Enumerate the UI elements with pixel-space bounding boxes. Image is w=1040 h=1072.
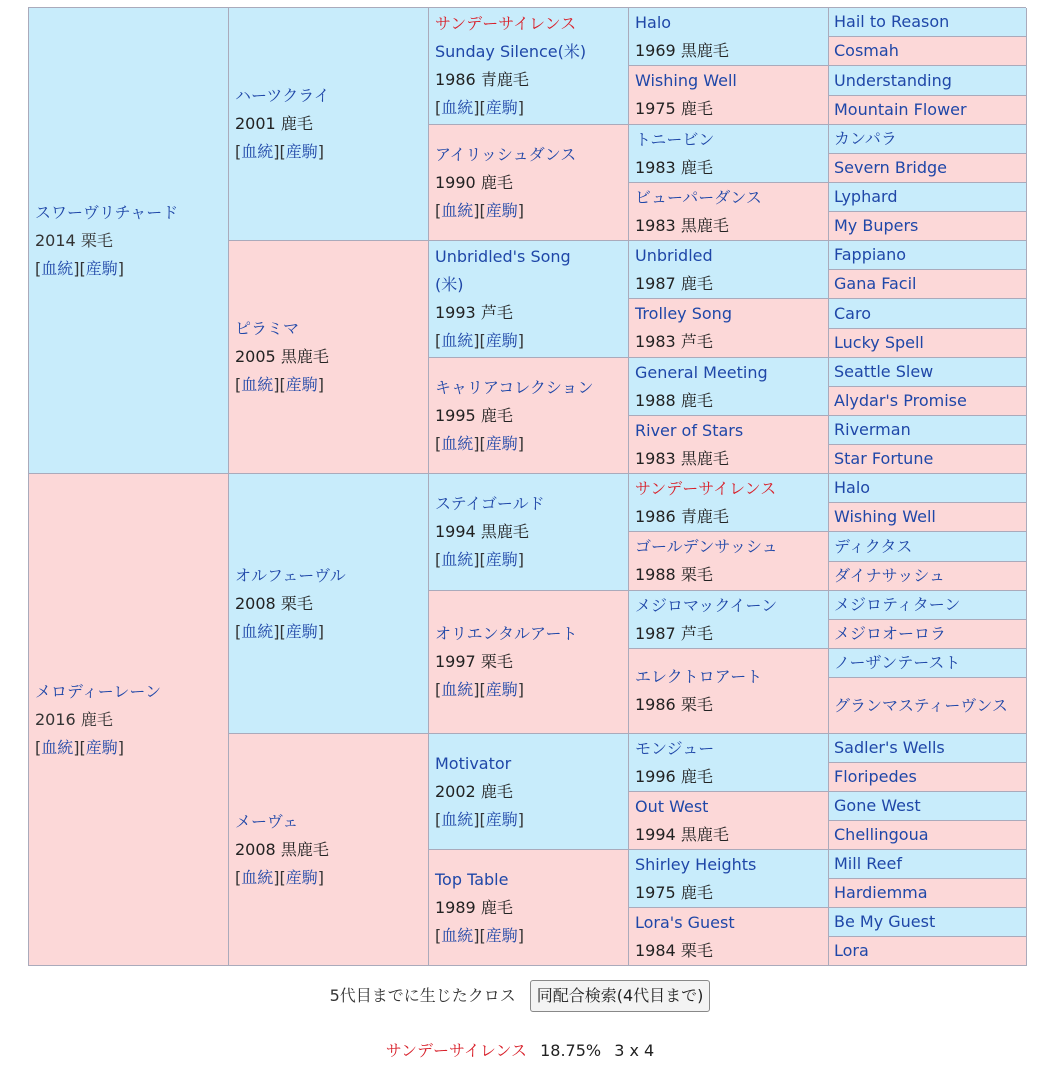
- g5-cell: [829, 879, 1027, 908]
- blood-link[interactable]: 血統: [241, 375, 274, 394]
- g4-cell: エレクトロアート 1986 栗毛: [629, 649, 829, 734]
- progeny-link[interactable]: 産駒: [285, 375, 318, 394]
- g5-cell: [829, 678, 1027, 734]
- g4-cell: Trolley Song 1983 芦毛: [629, 299, 829, 358]
- progeny-link[interactable]: 産駒: [485, 433, 518, 453]
- horse-name-link[interactable]: ステイゴールド: [435, 494, 545, 513]
- horse-name-link[interactable]: Hail to Reason: [834, 12, 950, 31]
- g5-cell: [829, 850, 1027, 879]
- horse-name-link[interactable]: Lora's Guest: [635, 912, 735, 932]
- g2-cell: ピラミマ 2005 黒鹿毛 [血統][産駒]: [229, 241, 429, 474]
- g4-cell: サンデーサイレンス 1986 青鹿毛: [629, 474, 829, 532]
- horse-name-link[interactable]: スワーヴリチャード: [35, 202, 179, 222]
- horse-name-link[interactable]: オルフェーヴル: [235, 565, 346, 585]
- horse-name-link[interactable]: Halo: [635, 12, 672, 32]
- g5-cell: [829, 474, 1027, 503]
- g3-cell: キャリアコレクション 1995 鹿毛 [血統][産駒]: [429, 358, 629, 474]
- horse-name-link[interactable]: Riverman: [834, 420, 911, 439]
- progeny-link[interactable]: 産駒: [285, 867, 318, 887]
- blood-link[interactable]: 血統: [241, 142, 274, 161]
- blood-link[interactable]: 血統: [441, 200, 474, 220]
- g5-cell: [829, 387, 1027, 416]
- horse-name-link[interactable]: キャリアコレクション: [435, 377, 594, 397]
- horse-name-link[interactable]: Chellingoua: [834, 825, 929, 844]
- g5-cell: [829, 503, 1027, 532]
- horse-name-link[interactable]: メジロティターン: [834, 595, 961, 614]
- g5-cell: [829, 329, 1027, 358]
- horse-name-link[interactable]: ハーツクライ: [235, 86, 330, 105]
- blood-link[interactable]: 血統: [441, 680, 474, 699]
- progeny-link[interactable]: 産駒: [285, 142, 318, 161]
- horse-name-link[interactable]: Shirley Heights: [635, 854, 757, 874]
- g5-cell: [829, 734, 1027, 763]
- horse-name-link[interactable]: Halo: [834, 478, 871, 497]
- g4-cell: Unbridled 1987 鹿毛: [629, 241, 829, 299]
- g5-cell: [829, 299, 1027, 329]
- horse-name-link[interactable]: トニービン: [635, 129, 715, 149]
- g5-cell: [829, 821, 1027, 850]
- blood-link[interactable]: 血統: [241, 867, 274, 887]
- g4-cell: General Meeting 1988 鹿毛: [629, 358, 829, 416]
- horse-name-link[interactable]: Cosmah: [834, 41, 899, 60]
- g3-cell: サンデーサイレンス Sunday Silence(米) 1986 青鹿毛 [血統][産駒]: [429, 8, 629, 125]
- pedigree-table: [28, 7, 1026, 966]
- g5-cell: [829, 37, 1027, 66]
- horse-name-link[interactable]: メーヴェ: [235, 811, 299, 831]
- progeny-link[interactable]: 産駒: [85, 258, 118, 278]
- horse-name-link[interactable]: Wishing Well: [635, 71, 737, 90]
- g3-cell: ステイゴールド 1994 黒鹿毛 [血統][産駒]: [429, 474, 629, 591]
- same-pairing-search-button[interactable]: 同配合検索(4代目まで): [530, 980, 711, 1012]
- horse-name-link[interactable]: ディクタス: [834, 536, 913, 556]
- horse-name-link[interactable]: Gone West: [834, 796, 921, 815]
- horse-name-link[interactable]: Mountain Flower: [834, 100, 967, 119]
- horse-name-link[interactable]: Trolley Song: [635, 304, 732, 323]
- g4-cell: Shirley Heights 1975 鹿毛: [629, 850, 829, 908]
- g4-cell: ゴールデンサッシュ 1988 栗毛: [629, 532, 829, 591]
- g5-cell: [829, 416, 1027, 445]
- blood-link[interactable]: 血統: [441, 925, 474, 945]
- blood-link[interactable]: 血統: [441, 433, 474, 453]
- g5-cell: [829, 66, 1027, 96]
- g4-cell: トニービン 1983 鹿毛: [629, 125, 829, 183]
- g5-cell: [829, 532, 1027, 562]
- g5-cell: [829, 183, 1027, 212]
- cross-percentage: 18.75%: [540, 1041, 602, 1060]
- horse-name-link[interactable]: Caro: [834, 303, 871, 323]
- g4-cell: Wishing Well 1975 鹿毛: [629, 66, 829, 125]
- g2-cell: オルフェーヴル 2008 栗毛 [血統][産駒]: [229, 474, 429, 734]
- g5-cell: [829, 212, 1027, 241]
- cross-row: [0, 980, 1040, 1012]
- horse-name-link[interactable]: Unbridled: [635, 245, 713, 265]
- horse-name-link[interactable]: エレクトロアート: [635, 667, 763, 686]
- blood-link[interactable]: 血統: [441, 550, 474, 569]
- g5-cell: [829, 445, 1027, 474]
- horse-name-link[interactable]: Wishing Well: [834, 507, 936, 526]
- blood-link[interactable]: 血統: [441, 809, 474, 829]
- cross-horse-link[interactable]: サンデーサイレンス: [385, 1041, 527, 1060]
- horse-name-link[interactable]: カンパラ: [834, 129, 897, 148]
- g4-cell: Lora's Guest 1984 栗毛: [629, 908, 829, 966]
- g5-cell: [829, 358, 1027, 387]
- g5-cell: [829, 562, 1027, 591]
- g5-cell: [829, 154, 1027, 183]
- progeny-link[interactable]: 産駒: [485, 200, 518, 220]
- progeny-link[interactable]: 産駒: [485, 550, 518, 569]
- g5-cell: [829, 125, 1027, 154]
- blood-link[interactable]: 血統: [241, 621, 274, 641]
- horse-name-link[interactable]: River of Stars: [635, 420, 744, 440]
- horse-name-link[interactable]: ゴールデンサッシュ: [635, 537, 778, 556]
- g3-cell: Unbridled's Song (米) 1993 芦毛 [血統][産駒]: [429, 241, 629, 358]
- horse-name-link[interactable]: Severn Bridge: [834, 158, 947, 177]
- blood-link[interactable]: 血統: [441, 98, 474, 117]
- progeny-link[interactable]: 産駒: [285, 621, 318, 641]
- g4-cell: River of Stars 1983 黒鹿毛: [629, 416, 829, 474]
- horse-name-link[interactable]: ノーザンテースト: [834, 653, 961, 672]
- g5-cell: [829, 937, 1027, 966]
- g5-cell: [829, 8, 1027, 37]
- progeny-link[interactable]: 産駒: [485, 925, 518, 945]
- g5-cell: [829, 96, 1027, 125]
- horse-name-link[interactable]: Hardiemma: [834, 883, 928, 902]
- g3-cell: オリエンタルアート 1997 栗毛 [血統][産駒]: [429, 591, 629, 734]
- cross-summary: [0, 1038, 1040, 1061]
- g5-cell: [829, 908, 1027, 937]
- g5-cell: [829, 763, 1027, 792]
- horse-name-link[interactable]: General Meeting: [635, 362, 768, 382]
- horse-name-link[interactable]: サンデーサイレンス: [635, 478, 777, 498]
- horse-name-link[interactable]: Lora: [834, 941, 869, 960]
- g3-cell: Motivator 2002 鹿毛 [血統][産駒]: [429, 734, 629, 850]
- horse-name-link[interactable]: Understanding: [834, 70, 952, 90]
- horse-name-link[interactable]: メジロオーロラ: [834, 624, 947, 643]
- progeny-link[interactable]: 産駒: [485, 331, 518, 350]
- cross-label: 5代目までに生じたクロス: [329, 986, 516, 1005]
- g2-cell: メーヴェ 2008 黒鹿毛 [血統][産駒]: [229, 734, 429, 966]
- blood-link[interactable]: 血統: [41, 258, 74, 278]
- horse-name-link[interactable]: Gana Facil: [834, 274, 917, 293]
- g5-cell: [829, 241, 1027, 270]
- g2-cell: ハーツクライ 2001 鹿毛 [血統][産駒]: [229, 8, 429, 241]
- horse-name-link[interactable]: Mill Reef: [834, 854, 902, 873]
- horse-name-link[interactable]: グランマスティーヴンス: [834, 695, 1008, 715]
- horse-name-link[interactable]: Alydar's Promise: [834, 391, 967, 410]
- progeny-link[interactable]: 産駒: [485, 98, 518, 117]
- horse-name-link[interactable]: Star Fortune: [834, 449, 934, 468]
- horse-name-link[interactable]: Sadler's Wells: [834, 738, 945, 757]
- progeny-link[interactable]: 産駒: [485, 809, 518, 829]
- horse-name-link[interactable]: アイリッシュダンス: [435, 144, 577, 164]
- horse-name-link[interactable]: Lucky Spell: [834, 333, 924, 352]
- horse-name-link[interactable]: My Bupers: [834, 216, 919, 235]
- g5-cell: [829, 792, 1027, 821]
- horse-name-link[interactable]: オリエンタルアート: [435, 624, 578, 643]
- horse-name-link[interactable]: Lyphard: [834, 187, 898, 206]
- g3-cell: Top Table 1989 鹿毛 [血統][産駒]: [429, 850, 629, 966]
- g5-cell: [829, 620, 1027, 649]
- horse-name-link[interactable]: Top Table: [435, 869, 509, 889]
- horse-name-link[interactable]: Motivator: [435, 753, 512, 773]
- g5-cell: [829, 270, 1027, 299]
- blood-link[interactable]: 血統: [441, 331, 474, 350]
- horse-name-link[interactable]: Fappiano: [834, 245, 907, 264]
- g4-cell: ビューパーダンス 1983 黒鹿毛: [629, 183, 829, 241]
- g5-cell: [829, 649, 1027, 678]
- horse-name-link[interactable]: Unbridled's Song: [435, 247, 571, 266]
- dam-cell: メロディーレーン 2016 鹿毛 [血統][産駒]: [29, 474, 229, 966]
- horse-name-link[interactable]: ダイナサッシュ: [834, 566, 946, 585]
- progeny-link[interactable]: 産駒: [485, 680, 518, 699]
- horse-name-en-link[interactable]: Sunday Silence(米): [435, 42, 587, 61]
- horse-name-link[interactable]: ビューパーダンス: [635, 187, 762, 207]
- g4-cell: メジロマックイーン 1987 芦毛: [629, 591, 829, 649]
- horse-name-link[interactable]: メロディーレーン: [35, 681, 162, 701]
- horse-name-link[interactable]: Floripedes: [834, 767, 917, 786]
- sire-cell: スワーヴリチャード 2014 栗毛 [血統][産駒]: [29, 8, 229, 474]
- horse-name-link[interactable]: Out West: [635, 796, 709, 816]
- horse-name-link[interactable]: サンデーサイレンス: [435, 14, 577, 33]
- horse-name-link[interactable]: メジロマックイーン: [635, 595, 778, 615]
- horse-name-link[interactable]: モンジュー: [635, 738, 715, 758]
- horse-name-link[interactable]: Seattle Slew: [834, 362, 934, 381]
- blood-link[interactable]: 血統: [41, 737, 74, 757]
- progeny-link[interactable]: 産駒: [85, 737, 118, 757]
- cross-generations: 3 x 4: [614, 1041, 655, 1060]
- g4-cell: Out West 1994 黒鹿毛: [629, 792, 829, 850]
- horse-name-suffix-link[interactable]: (米): [435, 275, 464, 294]
- g4-cell: Halo 1969 黒鹿毛: [629, 8, 829, 66]
- g4-cell: モンジュー 1996 鹿毛: [629, 734, 829, 792]
- g5-cell: [829, 591, 1027, 620]
- horse-name-link[interactable]: ピラミマ: [235, 319, 300, 338]
- horse-name-link[interactable]: Be My Guest: [834, 912, 936, 931]
- g3-cell: アイリッシュダンス 1990 鹿毛 [血統][産駒]: [429, 125, 629, 241]
